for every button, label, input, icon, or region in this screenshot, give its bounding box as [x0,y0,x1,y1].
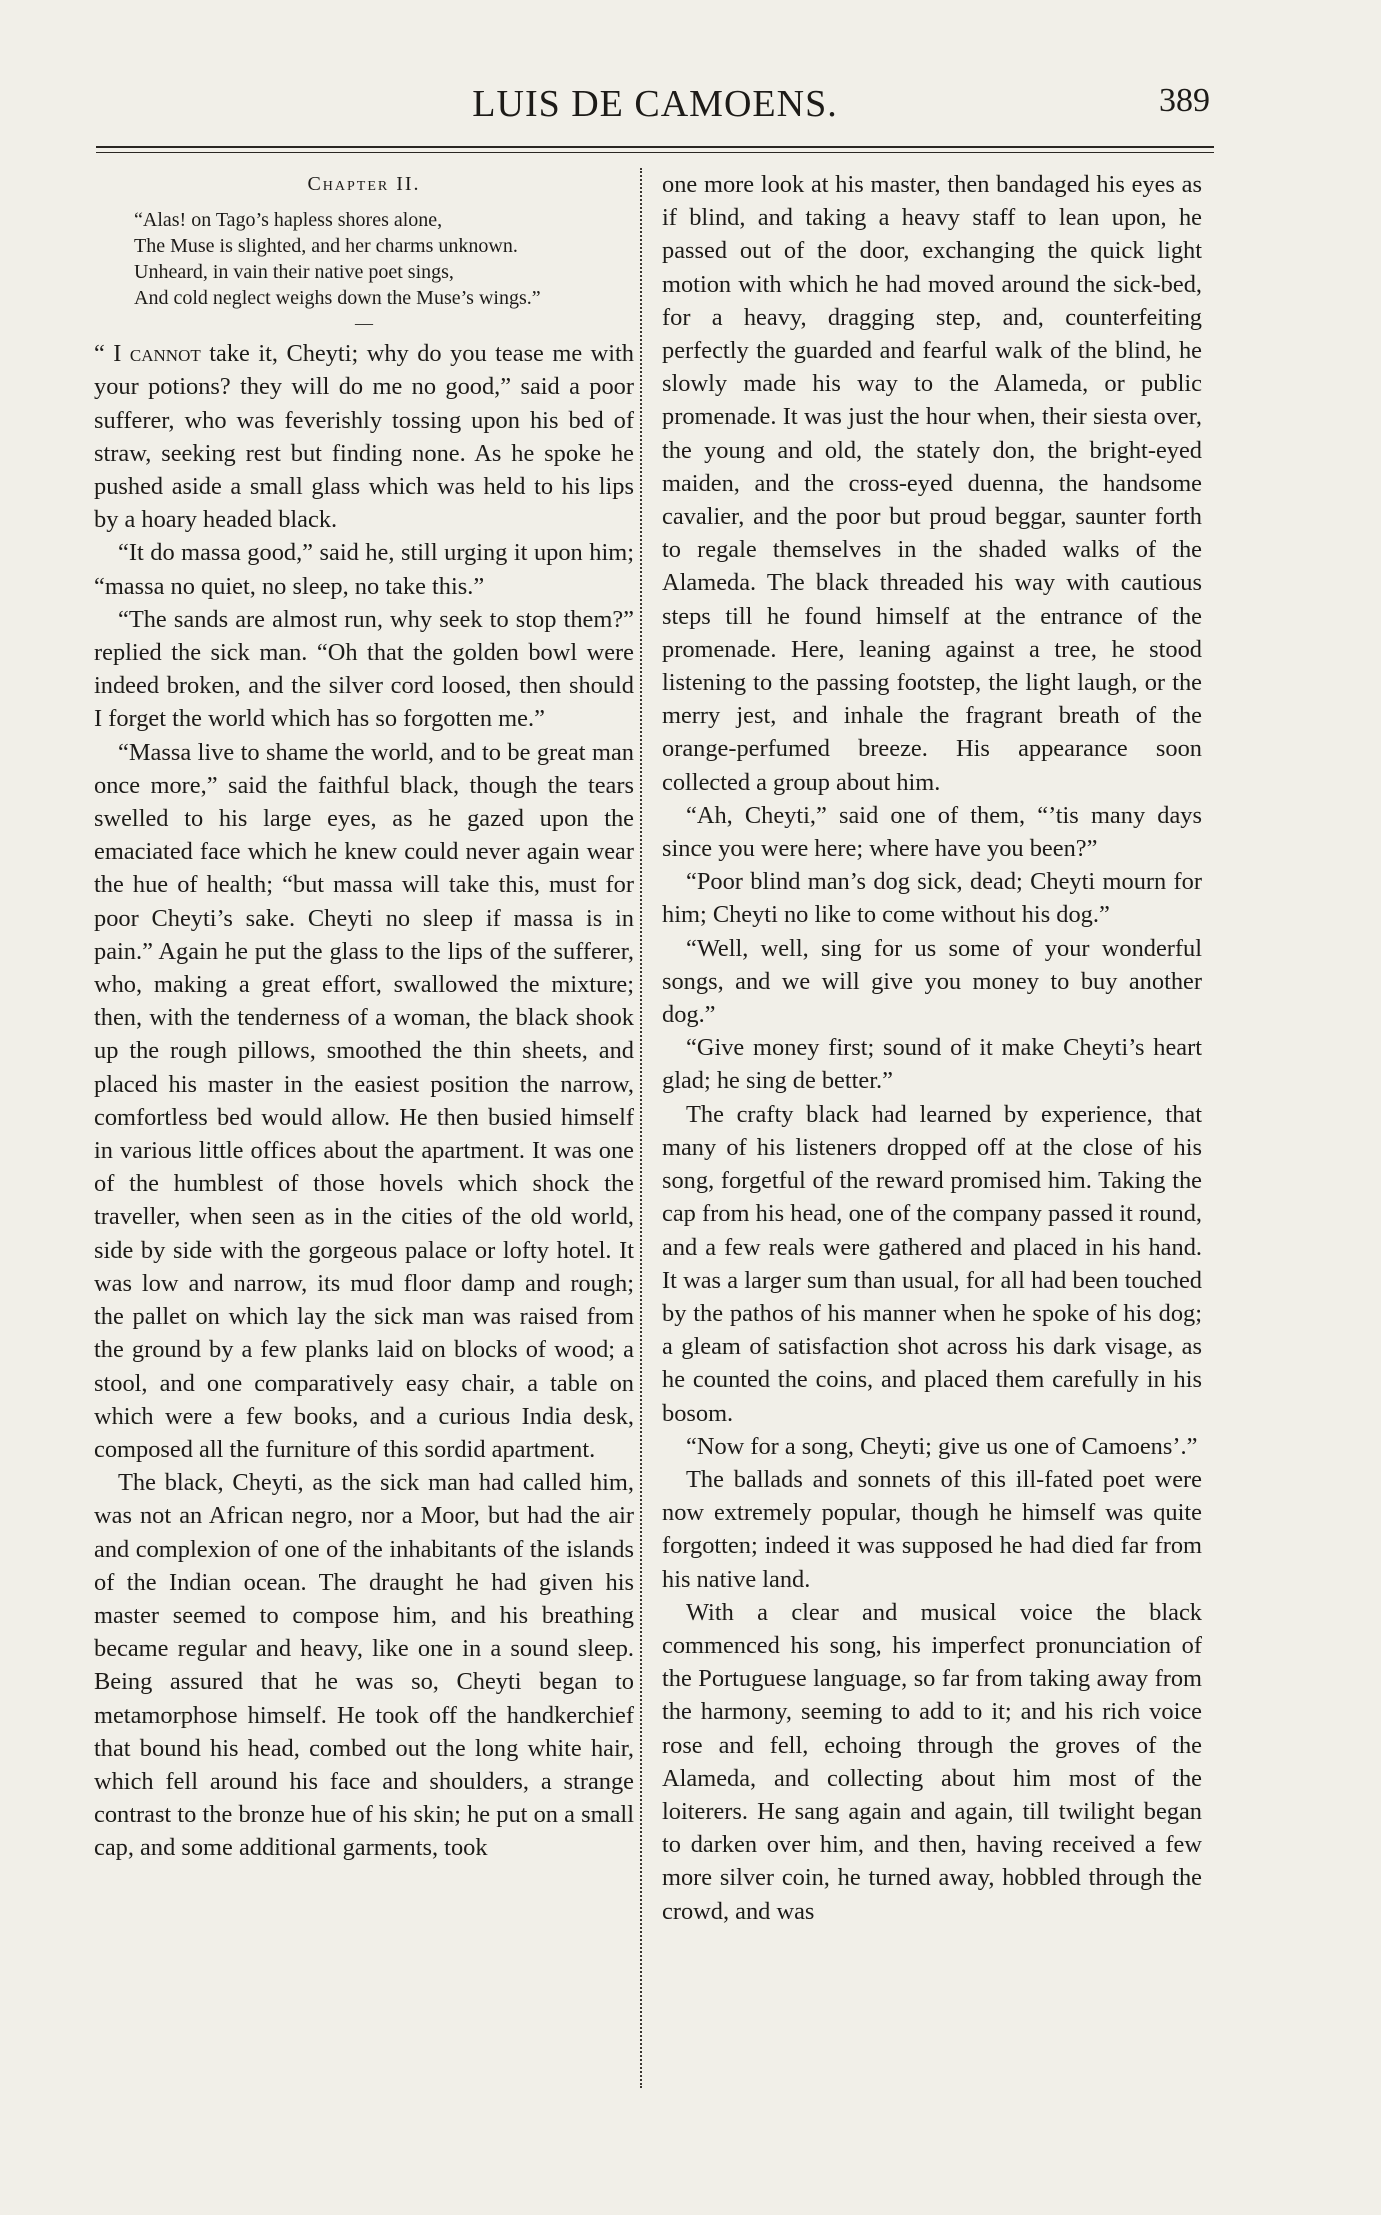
epigraph-line: And cold neglect weighs down the Muse’s wings.” [134,287,541,310]
paragraph: “Now for a song, Cheyti; give us one of Camoens’.” [686,1432,1198,1460]
paragraph-text: take it, Cheyti; why do you tease me with your potions? they will do me no good,” said a poor sufferer, who was feverishly tossing upon his bed of straw, seeking rest but finding none. As he spoke he pushed aside a small glass which was held to his lips by a hoary headed black. [94,340,634,534]
dropcap-quote: “ I [94,340,130,368]
running-title: LUIS DE CAMOENS. [472,83,838,125]
epigraph [134,207,634,311]
page-number: 389 [1159,82,1210,119]
page-header [100,82,1210,138]
epigraph-line: Unheard, in vain their native poet sings, [134,261,454,284]
right-column [662,168,1202,1928]
left-column [94,168,634,1865]
epigraph-line: The Muse is slighted, and her charms unknown. [134,235,518,258]
chapter-heading: Chapter II. [307,173,421,195]
paragraph [94,337,634,536]
paragraph: one more look at his master, then bandaged his eyes as if blind, and taking a heavy staff to lean upon, he passed out of the door, exchanging the quick light motion with which he had moved around the sick-bed, for a heavy, dragging step, and, counterfeiting perfectly the guarded and fearful walk of the blind, he slowly made his way to the Alameda, or public promenade. It was just the hour when, their siesta over, the young and old, the stately don, the bright-eyed maiden, and the cross-eyed duenna, the handsome cavalier, and the poor but proud beggar, saunter forth to regale themselves in the shaded walks of the Alameda. The black threaded his way with cautious steps till he found himself at the entrance of the promenade. Here, leaning against a tree, he stood listening to the passing footstep, the light laugh, or the merry jest, and inhale the fragrant breath of the orange-perfumed breeze. His appearance soon collected a group about him. [662,171,1202,796]
epigraph-mark: — [355,313,373,334]
paragraph: “Well, well, sing for us some of your wonderful songs, and we will give you money to buy another dog.” [662,934,1202,1029]
header-rule [96,146,1214,153]
column-divider [640,168,642,2088]
paragraph: The black, Cheyti, as the sick man had called him, was not an African negro, nor a Moor, but had the air and complexion of one of the inhabitants of the islands of the Indian ocean. The draught he had given his master seemed to compose him, and his breathing became regular and heavy, like one in a sound sleep. Being assured that he was so, Cheyti began to metamorphose himself. He took off the handkerchief that bound his head, combed out the long white hair, which fell around his face and shoulders, a strange contrast to the bronze hue of his skin; he put on a small cap, and some additional garments, took [94,1469,634,1862]
paragraph: “Poor blind man’s dog sick, dead; Cheyti mourn for him; Cheyti no like to come without his dog.” [662,868,1202,929]
paragraph: “It do massa good,” said he, still urging it upon him; “massa no quiet, no sleep, no take this.” [94,539,634,600]
paragraph: “Ah, Cheyti,” said one of them, “’tis many days since you were here; where have you been?” [662,801,1202,863]
smallcaps-word: cannot [129,340,201,368]
paragraph: The ballads and sonnets of this ill-fated poet were now extremely popular, though he himself was quite forgotten; indeed it was supposed he had died far from his native land. [662,1465,1202,1593]
paragraph: “The sands are almost run, why seek to stop them?” replied the sick man. “Oh that the golden bowl were indeed broken, and the silver cord loosed, then should I forget the world which has so forgotten me.” [94,605,634,733]
paragraph: With a clear and musical voice the black commenced his song, his imperfect pronunciation of the Portuguese language, so far from taking away from the harmony, seeming to add to it; and his rich voice rose and fell, echoing through the groves of the Alameda, and collecting about him most of the loiterers. He sang again and again, till twilight began to darken over him, and then, having received a few more silver coin, he turned away, hobbled through the crowd, and was [662,1598,1202,1925]
paragraph: “Massa live to shame the world, and to be great man once more,” said the faithful black, though the tears swelled to his large eyes, as he gazed upon the emaciated face which he knew could never again wear the hue of health; “but massa will take this, must for poor Cheyti’s sake. Cheyti no sleep if massa is in pain.” Again he put the glass to the lips of the sufferer, who, making a great effort, swallowed the mixture; then, with the tenderness of a woman, the black shook up the rough pillows, smoothed the thin sheets, and placed his master in the easiest position the narrow, comfortless bed would allow. He then busied himself in various little offices about the apartment. It was one of the humblest of those hovels which shock the traveller, when seen as in the cities of the old world, side by side with the gorgeous palace or lofty hotel. It was low and narrow, its mud floor damp and rough; the pallet on which lay the sick man was raised from the ground by a few planks laid on blocks of wood; a stool, and one comparatively easy chair, a table on which were a few books, and a curious India desk, composed all the furniture of this sordid apartment. [94,738,634,1463]
paragraph: “Give money first; sound of it make Cheyti’s heart glad; he sing de better.” [662,1034,1202,1095]
epigraph-line: “Alas! on Tago’s hapless shores alone, [134,209,443,232]
paragraph: The crafty black had learned by experience, that many of his listeners dropped off at the close of his song, forgetful of the reward promised him. Taking the cap from his head, one of the company passed it round, and a few reals were gathered and placed in his hand. It was a larger sum than usual, for all had been touched by the pathos of his manner when he spoke of his dog; a gleam of satisfaction shot across his dark visage, as he counted the coins, and placed them carefully in his bosom. [662,1100,1202,1427]
